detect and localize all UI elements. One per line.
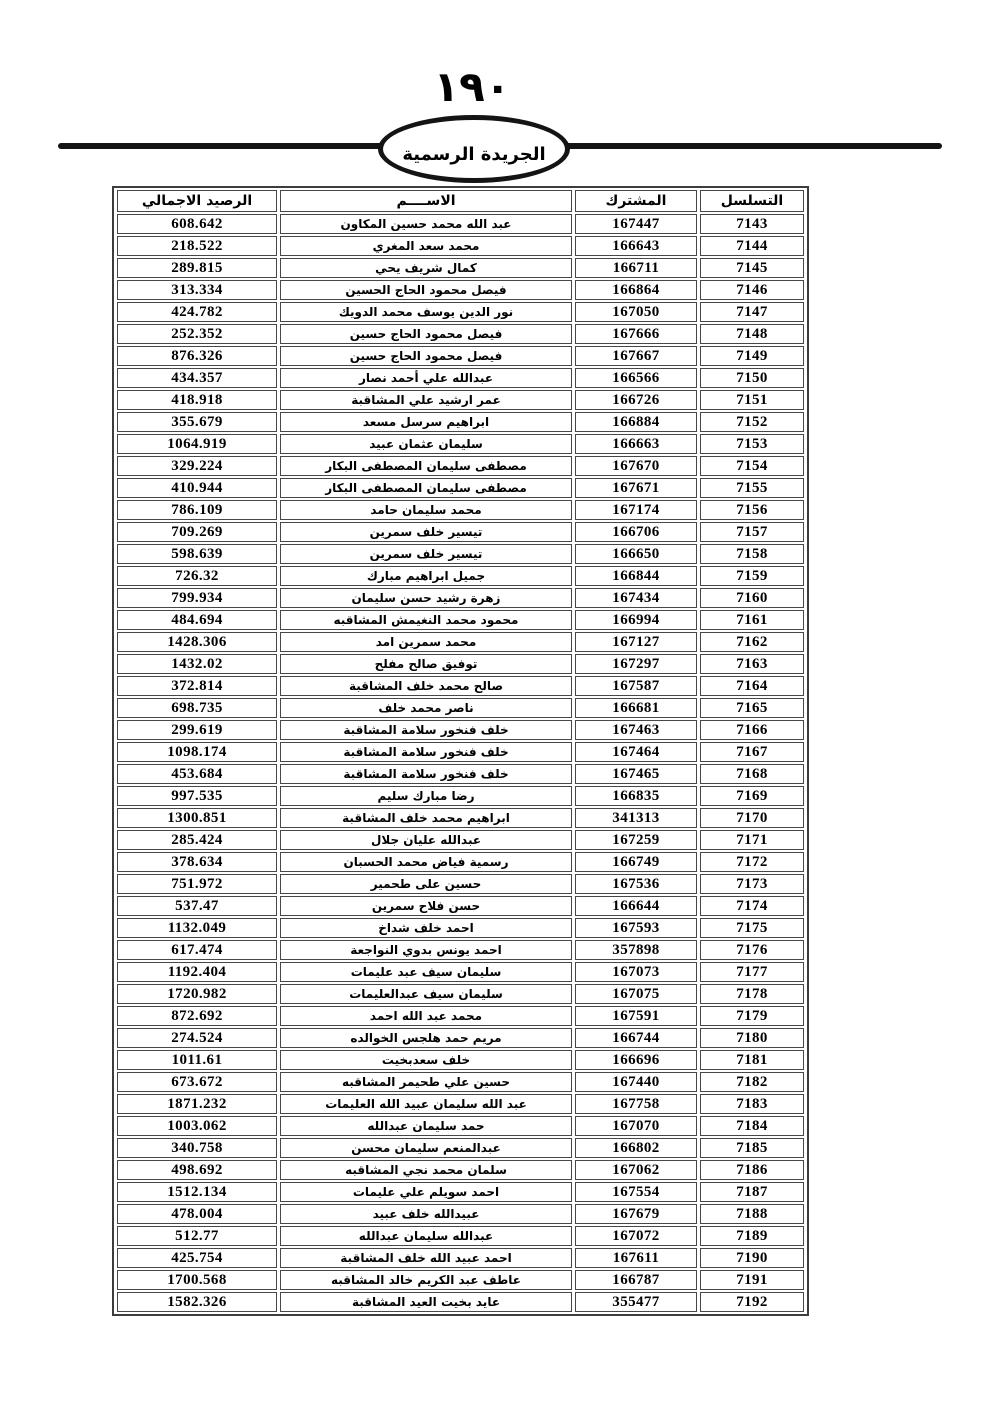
name-cell: رسمية فياض محمد الحسبان (280, 852, 572, 872)
subscriber-cell: 167050 (575, 302, 697, 322)
serial-cell: 7162 (700, 632, 804, 652)
table-row (117, 918, 804, 938)
name-cell: فيصل محمود الحاج الحسين (280, 280, 572, 300)
serial-cell: 7179 (700, 1006, 804, 1026)
table-row (117, 588, 804, 608)
subscriber-cell: 167554 (575, 1182, 697, 1202)
name-cell: عبدالمنعم سليمان محسن (280, 1138, 572, 1158)
name-cell: احمد خلف شداخ (280, 918, 572, 938)
column-header-serial: التسلسل (700, 190, 804, 212)
table-row (117, 412, 804, 432)
serial-cell: 7169 (700, 786, 804, 806)
table-row (117, 346, 804, 366)
name-cell: سليمان سيف عبد عليمات (280, 962, 572, 982)
name-cell: رضا مبارك سليم (280, 786, 572, 806)
table-row (117, 720, 804, 740)
table-row (117, 1094, 804, 1114)
subscriber-cell: 167297 (575, 654, 697, 674)
table-row (117, 522, 804, 542)
subscriber-cell: 167440 (575, 1072, 697, 1092)
name-cell: محمد سليمان حامد (280, 500, 572, 520)
table-row (117, 1072, 804, 1092)
name-cell: عبدالله عليان جلال (280, 830, 572, 850)
table-row (117, 940, 804, 960)
name-cell: خلف فنخور سلامة المشاقبة (280, 764, 572, 784)
balance-cell: 598.639 (117, 544, 277, 564)
serial-cell: 7183 (700, 1094, 804, 1114)
serial-cell: 7158 (700, 544, 804, 564)
balance-cell: 274.524 (117, 1028, 277, 1048)
name-cell: محمد سمرين امد (280, 632, 572, 652)
table-row (117, 236, 804, 256)
serial-cell: 7168 (700, 764, 804, 784)
serial-cell: 7186 (700, 1160, 804, 1180)
balance-cell: 372.814 (117, 676, 277, 696)
name-cell: خلف فنخور سلامة المشاقبة (280, 720, 572, 740)
name-cell: عمر ارشيد علي المشاقبة (280, 390, 572, 410)
balance-cell: 1871.232 (117, 1094, 277, 1114)
name-cell: مريم حمد هلجس الخوالده (280, 1028, 572, 1048)
balance-cell: 410.944 (117, 478, 277, 498)
table-row (117, 852, 804, 872)
serial-cell: 7188 (700, 1204, 804, 1224)
balance-cell: 252.352 (117, 324, 277, 344)
subscriber-cell: 167611 (575, 1248, 697, 1268)
subscriber-cell: 167679 (575, 1204, 697, 1224)
table-row (117, 1006, 804, 1026)
subscriber-cell: 166802 (575, 1138, 697, 1158)
name-cell: نور الدين يوسف محمد الدويك (280, 302, 572, 322)
name-cell: خلف سعدبخيت (280, 1050, 572, 1070)
subscriber-cell: 167072 (575, 1226, 697, 1246)
balance-cell: 1300.851 (117, 808, 277, 828)
name-cell: عايد بخيت العيد المشاقبة (280, 1292, 572, 1312)
balance-cell: 1512.134 (117, 1182, 277, 1202)
name-cell: احمد عبيد الله خلف المشاقبة (280, 1248, 572, 1268)
subscriber-cell: 166644 (575, 896, 697, 916)
name-cell: عبدالله سليمان عبدالله (280, 1226, 572, 1246)
name-cell: محمد سعد المغري (280, 236, 572, 256)
serial-cell: 7152 (700, 412, 804, 432)
subscriber-cell: 167174 (575, 500, 697, 520)
table-row (117, 280, 804, 300)
balance-cell: 617.474 (117, 940, 277, 960)
table-row (117, 896, 804, 916)
balance-cell: 313.334 (117, 280, 277, 300)
subscriber-cell: 166663 (575, 434, 697, 454)
subscribers-table (112, 186, 809, 1316)
balance-cell: 1011.61 (117, 1050, 277, 1070)
serial-cell: 7189 (700, 1226, 804, 1246)
serial-cell: 7165 (700, 698, 804, 718)
column-header-subscriber: المشترك (575, 190, 697, 212)
serial-cell: 7174 (700, 896, 804, 916)
name-cell: تيسير خلف سمرين (280, 544, 572, 564)
balance-cell: 340.758 (117, 1138, 277, 1158)
balance-cell: 478.004 (117, 1204, 277, 1224)
balance-cell: 285.424 (117, 830, 277, 850)
serial-cell: 7164 (700, 676, 804, 696)
subscriber-cell: 167591 (575, 1006, 697, 1026)
balance-cell: 1192.404 (117, 962, 277, 982)
serial-cell: 7192 (700, 1292, 804, 1312)
table-row (117, 1248, 804, 1268)
subscriber-cell: 167593 (575, 918, 697, 938)
subscriber-cell: 166696 (575, 1050, 697, 1070)
name-cell: عبدالله علي أحمد نصار (280, 368, 572, 388)
balance-cell: 997.535 (117, 786, 277, 806)
subscriber-cell: 167464 (575, 742, 697, 762)
name-cell: محمود محمد النغيمش المشاقبه (280, 610, 572, 630)
balance-cell: 673.672 (117, 1072, 277, 1092)
serial-cell: 7178 (700, 984, 804, 1004)
serial-cell: 7190 (700, 1248, 804, 1268)
masthead-ellipse (378, 115, 570, 183)
gazette-table-body (117, 214, 804, 1312)
balance-cell: 512.77 (117, 1226, 277, 1246)
serial-cell: 7187 (700, 1182, 804, 1202)
name-cell: محمد عبد الله احمد (280, 1006, 572, 1026)
subscriber-cell: 166994 (575, 610, 697, 630)
subscriber-cell: 166681 (575, 698, 697, 718)
subscriber-cell: 166643 (575, 236, 697, 256)
table-row (117, 808, 804, 828)
serial-cell: 7157 (700, 522, 804, 542)
subscriber-cell: 167073 (575, 962, 697, 982)
name-cell: خلف فنخور سلامة المشاقبة (280, 742, 572, 762)
name-cell: صالح محمد خلف المشاقبة (280, 676, 572, 696)
name-cell: عبد الله محمد حسين المكاون (280, 214, 572, 234)
serial-cell: 7184 (700, 1116, 804, 1136)
serial-cell: 7148 (700, 324, 804, 344)
balance-cell: 876.326 (117, 346, 277, 366)
serial-cell: 7166 (700, 720, 804, 740)
subscriber-cell: 166711 (575, 258, 697, 278)
balance-cell: 453.684 (117, 764, 277, 784)
table-row (117, 962, 804, 982)
serial-cell: 7155 (700, 478, 804, 498)
table-row (117, 1160, 804, 1180)
subscriber-cell: 166787 (575, 1270, 697, 1290)
table-row (117, 764, 804, 784)
table-row (117, 742, 804, 762)
balance-cell: 424.782 (117, 302, 277, 322)
subscriber-cell: 167259 (575, 830, 697, 850)
subscriber-cell: 166835 (575, 786, 697, 806)
table-row (117, 830, 804, 850)
balance-cell: 329.224 (117, 456, 277, 476)
page-number: ١٩٠ (433, 62, 511, 111)
serial-cell: 7146 (700, 280, 804, 300)
subscriber-cell: 166706 (575, 522, 697, 542)
serial-cell: 7170 (700, 808, 804, 828)
table-row (117, 610, 804, 630)
table-row (117, 1204, 804, 1224)
name-cell: حسين على طحمير (280, 874, 572, 894)
balance-cell: 608.642 (117, 214, 277, 234)
balance-cell: 299.619 (117, 720, 277, 740)
balance-cell: 1132.049 (117, 918, 277, 938)
serial-cell: 7175 (700, 918, 804, 938)
balance-cell: 355.679 (117, 412, 277, 432)
subscriber-cell: 355477 (575, 1292, 697, 1312)
subscriber-cell: 167465 (575, 764, 697, 784)
subscriber-cell: 166844 (575, 566, 697, 586)
balance-cell: 418.918 (117, 390, 277, 410)
subscriber-cell: 167670 (575, 456, 697, 476)
subscriber-cell: 167062 (575, 1160, 697, 1180)
table-row (117, 1050, 804, 1070)
table-row (117, 786, 804, 806)
name-cell: مصطفى سليمان المصطفى البكار (280, 478, 572, 498)
name-cell: سليمان سيف عبدالعليمات (280, 984, 572, 1004)
serial-cell: 7143 (700, 214, 804, 234)
serial-cell: 7172 (700, 852, 804, 872)
subscriber-cell: 167666 (575, 324, 697, 344)
serial-cell: 7156 (700, 500, 804, 520)
balance-cell: 751.972 (117, 874, 277, 894)
balance-cell: 537.47 (117, 896, 277, 916)
table-row (117, 1292, 804, 1312)
subscriber-cell: 166884 (575, 412, 697, 432)
subscriber-cell: 167463 (575, 720, 697, 740)
subscriber-cell: 166744 (575, 1028, 697, 1048)
column-header-name: الاســــم (280, 190, 572, 212)
table-row (117, 698, 804, 718)
name-cell: سلمان محمد نجي المشاقبه (280, 1160, 572, 1180)
subscriber-cell: 166749 (575, 852, 697, 872)
name-cell: فيصل محمود الحاج حسين (280, 346, 572, 366)
table-row (117, 368, 804, 388)
balance-cell: 498.692 (117, 1160, 277, 1180)
subscriber-cell: 166726 (575, 390, 697, 410)
table-row (117, 632, 804, 652)
balance-cell: 799.934 (117, 588, 277, 608)
subscriber-cell: 167447 (575, 214, 697, 234)
balance-cell: 289.815 (117, 258, 277, 278)
subscriber-cell: 166566 (575, 368, 697, 388)
serial-cell: 7161 (700, 610, 804, 630)
table-row (117, 984, 804, 1004)
table-header (117, 190, 804, 212)
table-row (117, 654, 804, 674)
subscriber-cell: 167075 (575, 984, 697, 1004)
balance-cell: 1098.174 (117, 742, 277, 762)
serial-cell: 7167 (700, 742, 804, 762)
subscriber-cell: 166864 (575, 280, 697, 300)
table-row (117, 302, 804, 322)
serial-cell: 7177 (700, 962, 804, 982)
name-cell: عاطف عبد الكريم خالد المشاقبه (280, 1270, 572, 1290)
name-cell: زهرة رشيد حسن سليمان (280, 588, 572, 608)
table-row (117, 1028, 804, 1048)
name-cell: ناصر محمد خلف (280, 698, 572, 718)
balance-cell: 1720.982 (117, 984, 277, 1004)
balance-cell: 1582.326 (117, 1292, 277, 1312)
balance-cell: 425.754 (117, 1248, 277, 1268)
balance-cell: 484.694 (117, 610, 277, 630)
name-cell: مصطفى سليمان المصطفى البكار (280, 456, 572, 476)
balance-cell: 1064.919 (117, 434, 277, 454)
name-cell: عبيدالله خلف عبيد (280, 1204, 572, 1224)
table-row (117, 1138, 804, 1158)
table-row (117, 1270, 804, 1290)
table-row (117, 258, 804, 278)
serial-cell: 7182 (700, 1072, 804, 1092)
table-row (117, 544, 804, 564)
table-row (117, 1182, 804, 1202)
subscriber-cell: 167758 (575, 1094, 697, 1114)
balance-cell: 872.692 (117, 1006, 277, 1026)
table-row (117, 1116, 804, 1136)
balance-cell: 698.735 (117, 698, 277, 718)
serial-cell: 7149 (700, 346, 804, 366)
table-row (117, 214, 804, 234)
serial-cell: 7154 (700, 456, 804, 476)
name-cell: ابراهيم سرسل مسعد (280, 412, 572, 432)
table-row (117, 434, 804, 454)
serial-cell: 7151 (700, 390, 804, 410)
balance-cell: 1432.02 (117, 654, 277, 674)
subscriber-cell: 341313 (575, 808, 697, 828)
name-cell: تيسير خلف سمرين (280, 522, 572, 542)
column-header-balance: الرصيد الاجمالي (117, 190, 277, 212)
serial-cell: 7185 (700, 1138, 804, 1158)
subscriber-cell: 167127 (575, 632, 697, 652)
subscriber-cell: 167671 (575, 478, 697, 498)
table-row (117, 1226, 804, 1246)
serial-cell: 7181 (700, 1050, 804, 1070)
balance-cell: 709.269 (117, 522, 277, 542)
table-row (117, 874, 804, 894)
table-row (117, 324, 804, 344)
name-cell: احمد يونس بدوي النواجعة (280, 940, 572, 960)
serial-cell: 7159 (700, 566, 804, 586)
name-cell: احمد سويلم علي عليمات (280, 1182, 572, 1202)
subscriber-cell: 167434 (575, 588, 697, 608)
name-cell: توفيق صالح مفلح (280, 654, 572, 674)
name-cell: سليمان عثمان عبيد (280, 434, 572, 454)
name-cell: ابراهيم محمد خلف المشاقبة (280, 808, 572, 828)
balance-cell: 726.32 (117, 566, 277, 586)
serial-cell: 7176 (700, 940, 804, 960)
balance-cell: 1700.568 (117, 1270, 277, 1290)
balance-cell: 434.357 (117, 368, 277, 388)
serial-cell: 7144 (700, 236, 804, 256)
serial-cell: 7171 (700, 830, 804, 850)
balance-cell: 1428.306 (117, 632, 277, 652)
serial-cell: 7173 (700, 874, 804, 894)
subscriber-cell: 167587 (575, 676, 697, 696)
serial-cell: 7150 (700, 368, 804, 388)
name-cell: عبد الله سليمان عبيد الله العليمات (280, 1094, 572, 1114)
subscriber-cell: 167667 (575, 346, 697, 366)
table-row (117, 676, 804, 696)
serial-cell: 7163 (700, 654, 804, 674)
table-row (117, 566, 804, 586)
gazette-title: الجريدة الرسمية (402, 143, 546, 165)
name-cell: حمد سليمان عبدالله (280, 1116, 572, 1136)
name-cell: فيصل محمود الحاج حسين (280, 324, 572, 344)
serial-cell: 7153 (700, 434, 804, 454)
balance-cell: 378.634 (117, 852, 277, 872)
name-cell: كمال شريف يحي (280, 258, 572, 278)
subscriber-cell: 166650 (575, 544, 697, 564)
balance-cell: 1003.062 (117, 1116, 277, 1136)
table-row (117, 500, 804, 520)
subscriber-cell: 167536 (575, 874, 697, 894)
balance-cell: 218.522 (117, 236, 277, 256)
subscriber-cell: 167070 (575, 1116, 697, 1136)
table-row (117, 456, 804, 476)
serial-cell: 7147 (700, 302, 804, 322)
name-cell: حسن فلاح سمرين (280, 896, 572, 916)
name-cell: حسين علي طحيمر المشاقبه (280, 1072, 572, 1092)
table-row (117, 478, 804, 498)
serial-cell: 7145 (700, 258, 804, 278)
serial-cell: 7180 (700, 1028, 804, 1048)
serial-cell: 7160 (700, 588, 804, 608)
name-cell: جميل ابراهيم مبارك (280, 566, 572, 586)
table-row (117, 390, 804, 410)
serial-cell: 7191 (700, 1270, 804, 1290)
balance-cell: 786.109 (117, 500, 277, 520)
subscriber-cell: 357898 (575, 940, 697, 960)
